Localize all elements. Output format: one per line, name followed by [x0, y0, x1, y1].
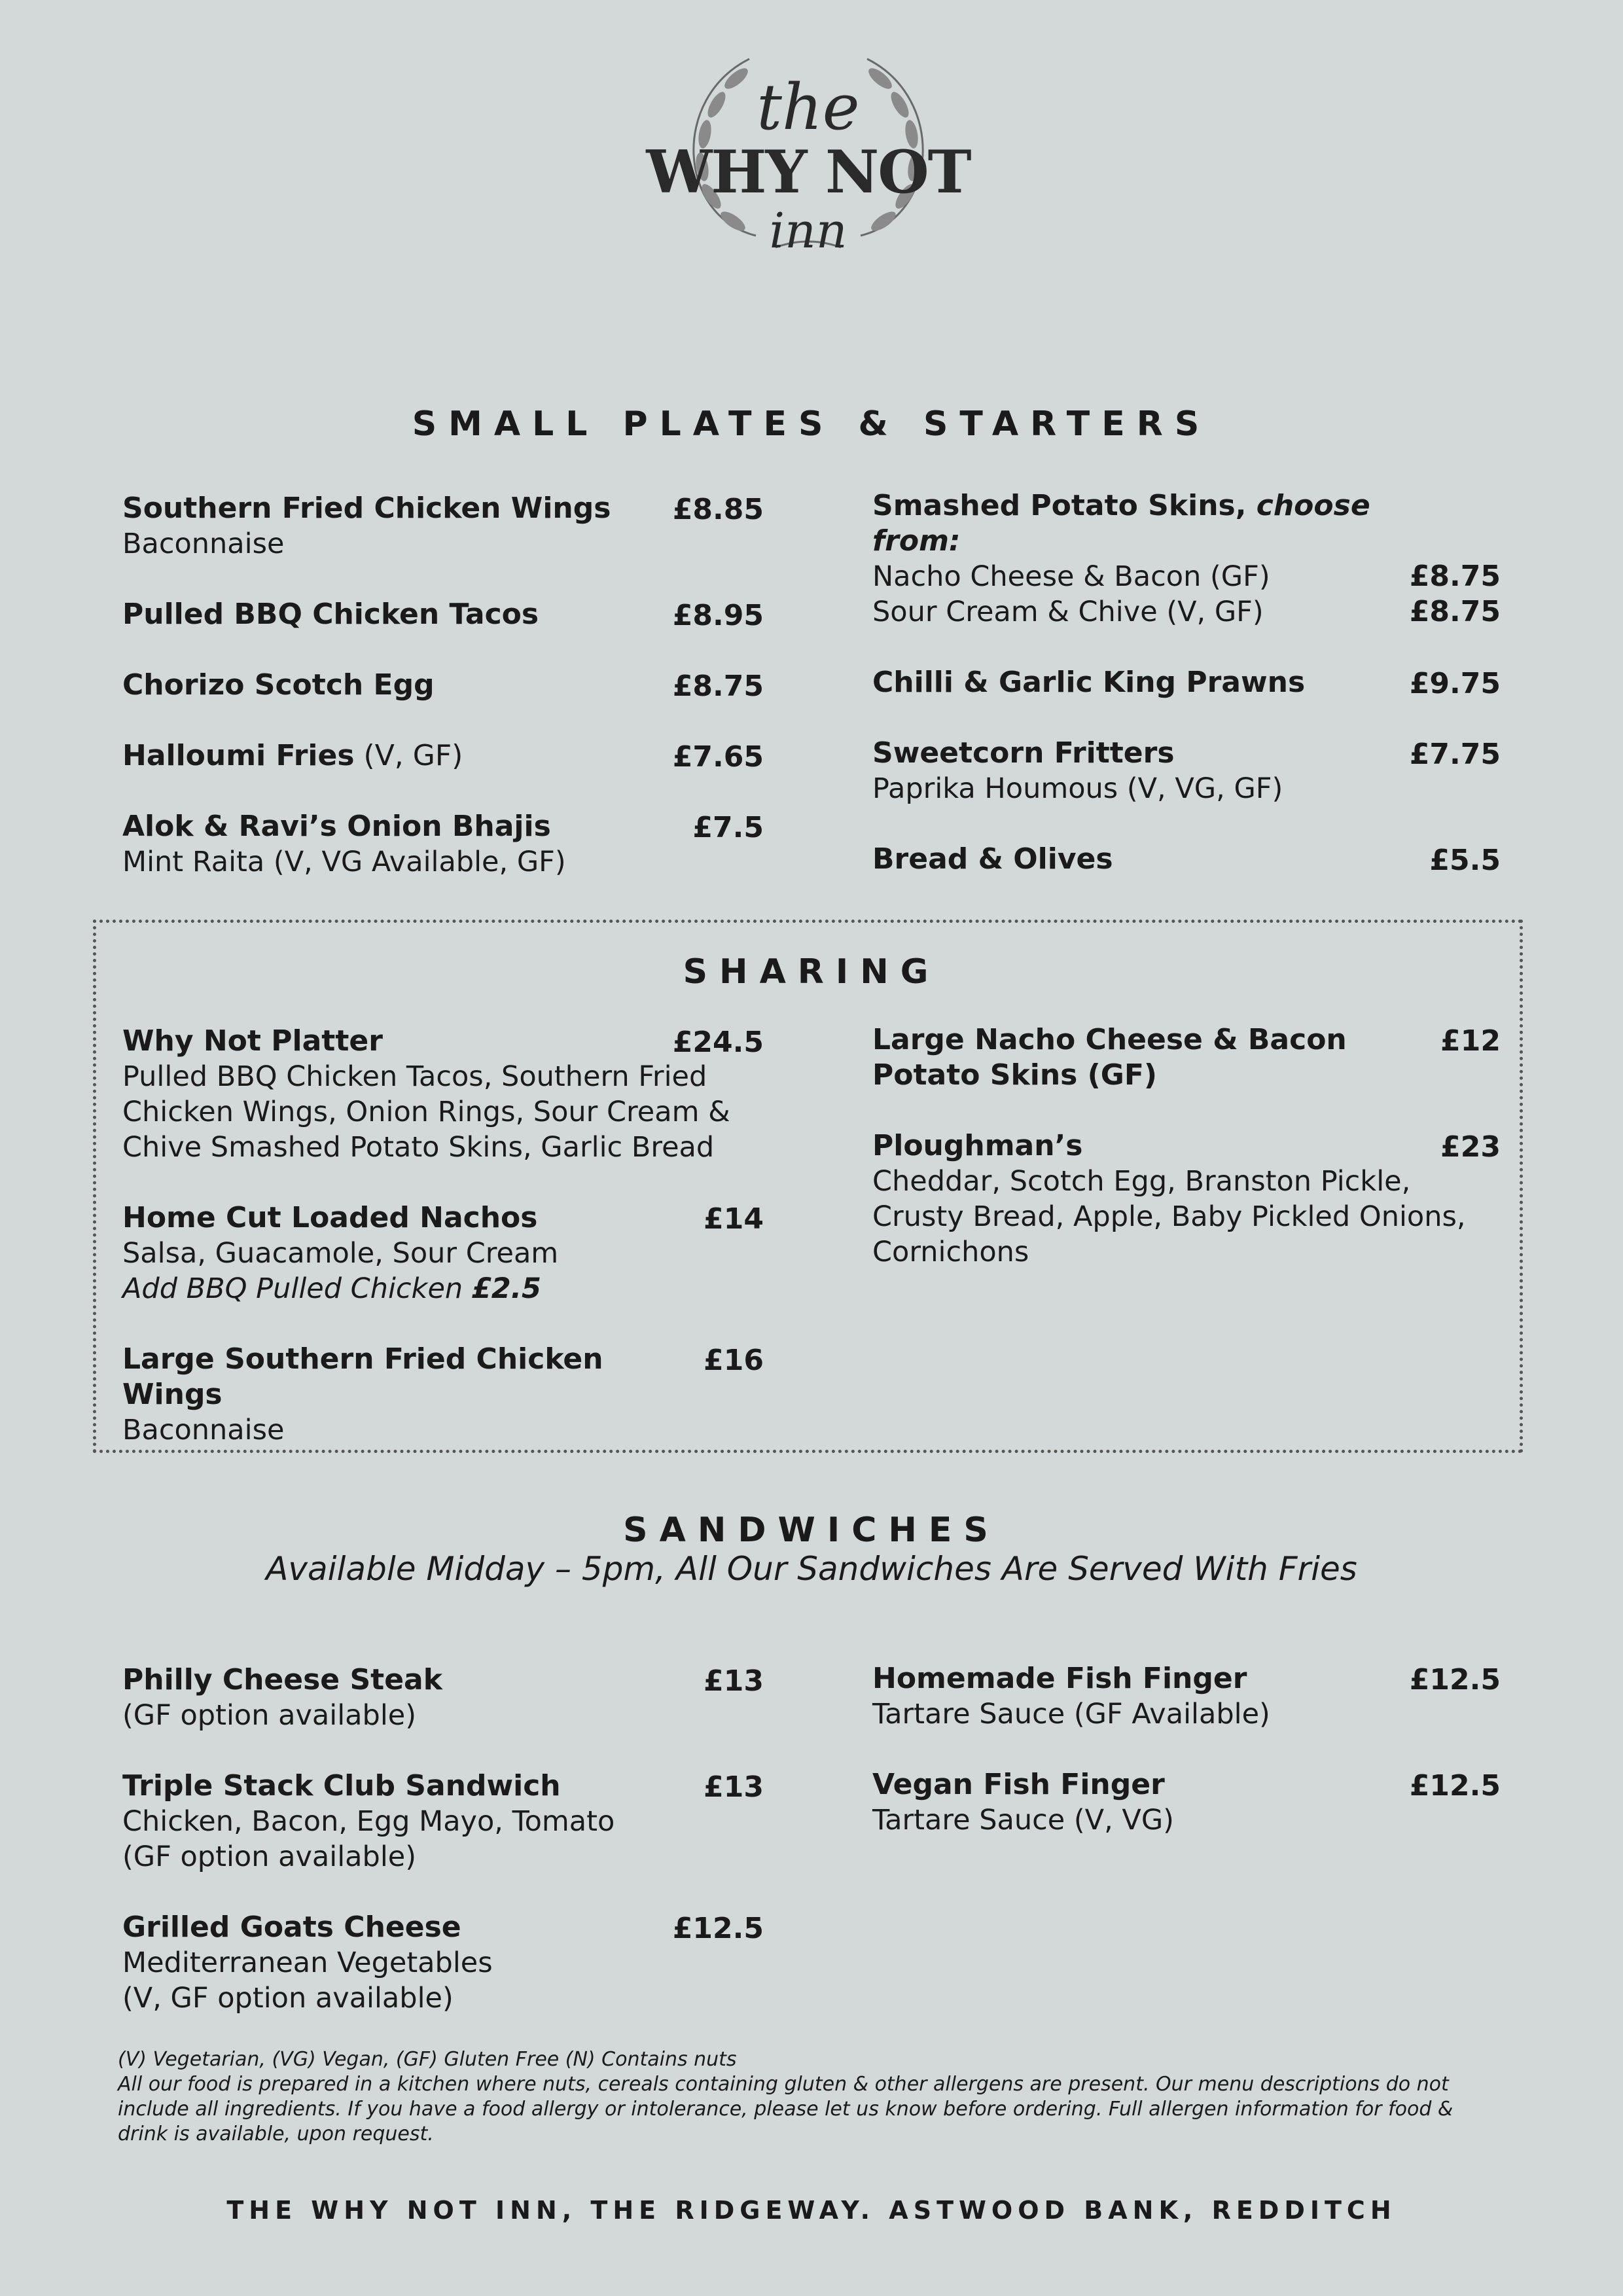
item-price: £13: [704, 1770, 764, 1804]
footer-address: THE WHY NOT INN, THE RIDGEWAY. ASTWOOD BANK, REDDITCH: [226, 2196, 1397, 2225]
menu-item: [872, 1767, 1501, 1838]
item-name: [872, 488, 1501, 559]
item-price: £14: [704, 1202, 764, 1236]
item-description: Cheddar, Scotch Egg, Branston Pickle, Crusty Bread, Apple, Baby Pickled Onions, Cornichons: [872, 1165, 1466, 1268]
menu-item: [872, 488, 1501, 630]
item-price: £7.5: [692, 811, 764, 844]
logo: [625, 39, 991, 262]
option-price: £8.75: [1409, 560, 1501, 593]
sandwiches-subtitle: Available Midday – 5pm, All Our Sandwiches Are Served With Fries: [266, 1550, 1357, 1588]
item-name: Why Not Platter: [122, 1024, 383, 1058]
item-price: £7.75: [1409, 738, 1501, 771]
sandwiches-left-column: [122, 1662, 764, 2016]
item-name: Ploughman’s: [872, 1129, 1083, 1162]
item-name: [122, 738, 764, 774]
starters-right-column: [872, 488, 1501, 877]
item-description: Mint Raita (V, VG Available, GF): [122, 846, 566, 878]
item-description: Paprika Houmous (V, VG, GF): [872, 772, 1283, 805]
item-description: Baconnaise: [122, 1414, 285, 1446]
menu-item: [122, 1910, 764, 2016]
menu-item: [122, 1200, 764, 1306]
allergen-notes: [118, 2047, 1505, 2147]
item-price: £24.5: [672, 1026, 764, 1059]
choose-from-label: choose from:: [872, 489, 1370, 558]
item-name: Philly Cheese Steak: [122, 1663, 442, 1696]
menu-item: [872, 1022, 1501, 1093]
sharing-right-column: [872, 1022, 1501, 1270]
menu-item: [122, 1024, 764, 1165]
item-description: Tartare Sauce (GF Available): [872, 1698, 1270, 1731]
option-row: [872, 594, 1501, 630]
item-price: £16: [704, 1344, 764, 1377]
item-description: Mediterranean Vegetables: [122, 1946, 493, 1979]
item-name: Chilli & Garlic King Prawns: [872, 666, 1306, 699]
logo-name: WHY NOT: [646, 137, 971, 207]
item-price: £12.5: [1409, 1769, 1501, 1803]
item-description: Pulled BBQ Chicken Tacos, Southern Fried Chicken Wings, Onion Rings, Sour Cream & Chive Smashed Potato Skins, Garlic Bread: [122, 1060, 730, 1164]
sandwiches-right-column: [872, 1661, 1501, 1838]
item-price: £5.5: [1429, 844, 1501, 877]
option-label: Nacho Cheese & Bacon (GF): [872, 560, 1270, 593]
item-description: Chicken, Bacon, Egg Mayo, Tomato: [122, 1805, 615, 1838]
item-name: Sweetcorn Fritters: [872, 736, 1175, 770]
item-description: (V, GF option available): [122, 1982, 454, 2015]
menu-item: [122, 738, 764, 774]
menu-item: [122, 1662, 764, 1733]
item-addon: [122, 1271, 764, 1306]
menu-item: [122, 1342, 764, 1448]
item-description: Baconnaise: [122, 528, 285, 560]
item-name-text: Halloumi Fries: [122, 739, 355, 772]
addon-price: £2.5: [471, 1272, 541, 1305]
option-row: [872, 559, 1501, 594]
menu-item: [122, 668, 764, 703]
item-price: £8.85: [672, 493, 764, 526]
menu-item: [122, 1768, 764, 1874]
sandwiches-title: SANDWICHES: [623, 1511, 1000, 1550]
menu-item: [872, 842, 1501, 877]
item-price: £7.65: [672, 740, 764, 774]
menu-item: [122, 809, 764, 880]
item-price: £13: [704, 1664, 764, 1698]
menu-item: [122, 597, 764, 632]
item-price: £23: [1440, 1130, 1501, 1164]
menu-item: [872, 665, 1501, 700]
item-name-text: Smashed Potato Skins,: [872, 489, 1247, 522]
item-name: Homemade Fish Finger: [872, 1662, 1247, 1695]
sharing-left-column: [122, 1024, 764, 1448]
sharing-title: SHARING: [683, 952, 940, 992]
item-description: (GF option available): [122, 1699, 417, 1732]
item-name: Vegan Fish Finger: [872, 1768, 1165, 1801]
item-name: Home Cut Loaded Nachos: [122, 1201, 538, 1234]
menu-item: [122, 491, 764, 562]
logo-inn: inn: [769, 203, 847, 259]
addon-label: Add BBQ Pulled Chicken: [122, 1272, 472, 1305]
item-description: Salsa, Guacamole, Sour Cream: [122, 1237, 559, 1270]
item-price: £8.75: [672, 670, 764, 703]
starters-left-column: [122, 491, 764, 880]
item-price: £9.75: [1409, 667, 1501, 700]
option-label: Sour Cream & Chive (V, GF): [872, 596, 1264, 628]
menu-item: [872, 1128, 1501, 1270]
item-price: £8.95: [672, 599, 764, 632]
allergen-statement: All our food is prepared in a kitchen where nuts, cereals containing gluten & other allergens are present. Our menu descriptions do not include all ingredients. If you have a food allergy or intolerance, please let us know before ordering. Full allergen information for food & drink is available, upon request.: [118, 2073, 1454, 2145]
item-price: £12.5: [1409, 1663, 1501, 1696]
logo-the: the: [757, 71, 860, 144]
item-name: Bread & Olives: [872, 842, 1113, 876]
item-price: £12: [1440, 1024, 1501, 1058]
item-name: Chorizo Scotch Egg: [122, 668, 435, 702]
menu-item: [872, 736, 1501, 806]
item-name: Alok & Ravi’s Onion Bhajis: [122, 810, 551, 843]
item-name: Pulled BBQ Chicken Tacos: [122, 598, 539, 631]
item-name: Large Southern Fried Chicken Wings: [122, 1342, 603, 1411]
item-price: £12.5: [672, 1912, 764, 1945]
dietary-key: (V) Vegetarian, (VG) Vegan, (GF) Gluten Free (N) Contains nuts: [118, 2048, 737, 2071]
item-name: Grilled Goats Cheese: [122, 1910, 461, 1944]
item-description: (GF option available): [122, 1840, 417, 1873]
item-name: Triple Stack Club Sandwich: [122, 1769, 561, 1803]
item-name: Large Nacho Cheese & Bacon Potato Skins (GF): [872, 1023, 1347, 1092]
item-dietary-tags: (V, GF): [354, 739, 463, 772]
item-name: Southern Fried Chicken Wings: [122, 492, 611, 525]
item-description: Tartare Sauce (V, VG): [872, 1804, 1174, 1837]
option-price: £8.75: [1409, 595, 1501, 628]
starters-title: SMALL PLATES & STARTERS: [412, 404, 1211, 444]
menu-item: [872, 1661, 1501, 1732]
